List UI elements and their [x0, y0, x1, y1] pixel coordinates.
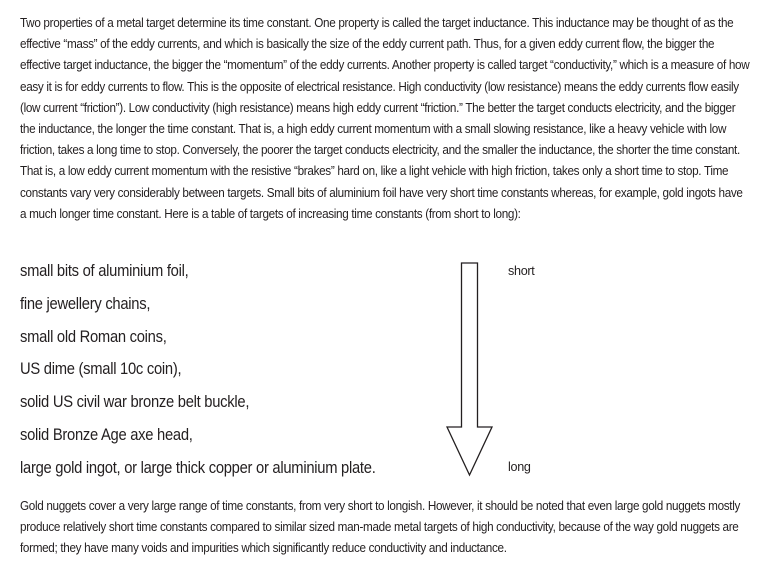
down-arrow-icon — [446, 262, 498, 478]
target-list — [20, 258, 415, 488]
closing-paragraph: Gold nuggets cover a very large range of time constants, from very short to longish. However, it should be noted that even large gold nuggets mostly produce relatively short time constants compared to similar sized man-made metal targets of high conductivity, because of the way gold nuggets are formed; they have many voids and impurities which significantly reduce conductivity and inductance. — [20, 499, 741, 556]
list-item: US dime (small 10c coin), — [20, 360, 182, 379]
list-item: fine jewellery chains, — [20, 294, 151, 313]
list-item: small bits of aluminium foil, — [20, 262, 189, 280]
list-item: solid Bronze Age axe head, — [20, 425, 193, 444]
list-item: large gold ingot, or large thick copper or aluminium plate. — [20, 458, 376, 477]
arrow-label-short: short — [508, 264, 535, 278]
list-item: solid US civil war bronze belt buckle, — [20, 393, 250, 412]
list-item: small old Roman coins, — [20, 327, 167, 346]
arrow-label-long: long — [508, 460, 531, 474]
intro-paragraph: Two properties of a metal target determine its time constant. One property is called the target inductance. This inductance may be thought of as the effective “mass” of the eddy currents, and which is basically the size of the eddy current path. Thus, for a given eddy current flow, the bigger the effective target inductance, the bigger the “momentum” of the eddy currents. Another property is called target “conductivity,” which is a measure of how easy it is for eddy currents to flow. This is the opposite of electrical resistance. High conductivity (low resistance) means the eddy currents flow easily (low current “friction”). Low conductivity (high resistance) means high eddy current “friction.” The better the target conducts electricity, and the bigger the inductance, the longer the time constant. That is, a high eddy current momentum with a small slowing resistance, like a heavy vehicle with low friction, takes a long time to stop. Conversely, the poorer the target conducts electricity, and the smaller the inductance, the shorter the time constant. That is, a low eddy current momentum with the resistive “brakes” hard on, like a light vehicle with high friction, takes only a short time to stop. Time constants vary very considerably between targets. Small bits of aluminium foil have very short time constants whereas, for example, gold ingots have a much longer time constant. Here is a table of targets of increasing time constants (from short to long): — [20, 16, 750, 221]
